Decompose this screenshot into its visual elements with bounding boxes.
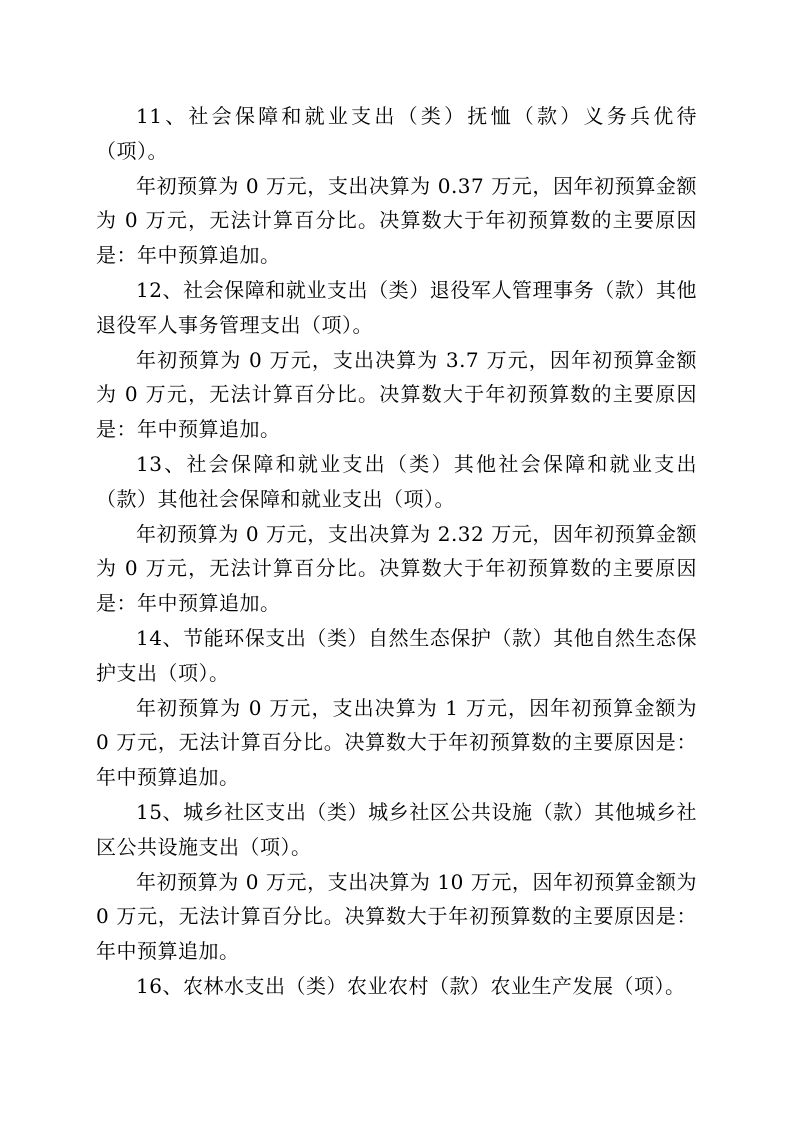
expense-item-12 xyxy=(96,273,697,447)
expense-item-11-detail: 年初预算为 0 万元，支出决算为 0.37 万元，因年初预算金额为 0 万元，无法计算百分比。决算数大于年初预算数的主要原因是：年中预算追加。 xyxy=(96,173,697,268)
expense-item-15-detail: 年初预算为 0 万元，支出决算为 10 万元，因年初预算金额为 0 万元，无法计算百分比。决算数大于年初预算数的主要原因是：年中预算追加。 xyxy=(96,869,697,964)
expense-item-15-heading: 15、城乡社区支出（类）城乡社区公共设施（款）其他城乡社区公共设施支出（项）。 xyxy=(96,799,697,859)
expense-item-16 xyxy=(96,969,697,1004)
expense-item-14-heading: 14、节能环保支出（类）自然生态保护（款）其他自然生态保护支出（项）。 xyxy=(96,625,697,685)
expense-item-14-detail: 年初预算为 0 万元，支出决算为 1 万元，因年初预算金额为 0 万元，无法计算百分比。决算数大于年初预算数的主要原因是：年中预算追加。 xyxy=(96,695,697,790)
expense-item-13 xyxy=(96,447,697,621)
expense-item-16-heading: 16、农林水支出（类）农业农村（款）农业生产发展（项）。 xyxy=(136,973,686,998)
expense-item-11 xyxy=(96,99,697,273)
expense-item-13-heading: 13、社会保障和就业支出（类）其他社会保障和就业支出（款）其他社会保障和就业支出（项）。 xyxy=(96,451,697,511)
expense-item-13-detail: 年初预算为 0 万元，支出决算为 2.32 万元，因年初预算金额为 0 万元，无法计算百分比。决算数大于年初预算数的主要原因是：年中预算追加。 xyxy=(96,521,697,616)
expense-item-15 xyxy=(96,795,697,969)
expense-item-11-heading: 11、社会保障和就业支出（类）抚恤（款）义务兵优待（项）。 xyxy=(96,104,697,163)
expense-item-12-heading: 12、社会保障和就业支出（类）退役军人管理事务（款）其他退役军人事务管理支出（项）。 xyxy=(96,277,697,337)
expense-item-12-detail: 年初预算为 0 万元，支出决算为 3.7 万元，因年初预算金额为 0 万元，无法计算百分比。决算数大于年初预算数的主要原因是：年中预算追加。 xyxy=(96,347,697,442)
expense-item-14 xyxy=(96,621,697,795)
